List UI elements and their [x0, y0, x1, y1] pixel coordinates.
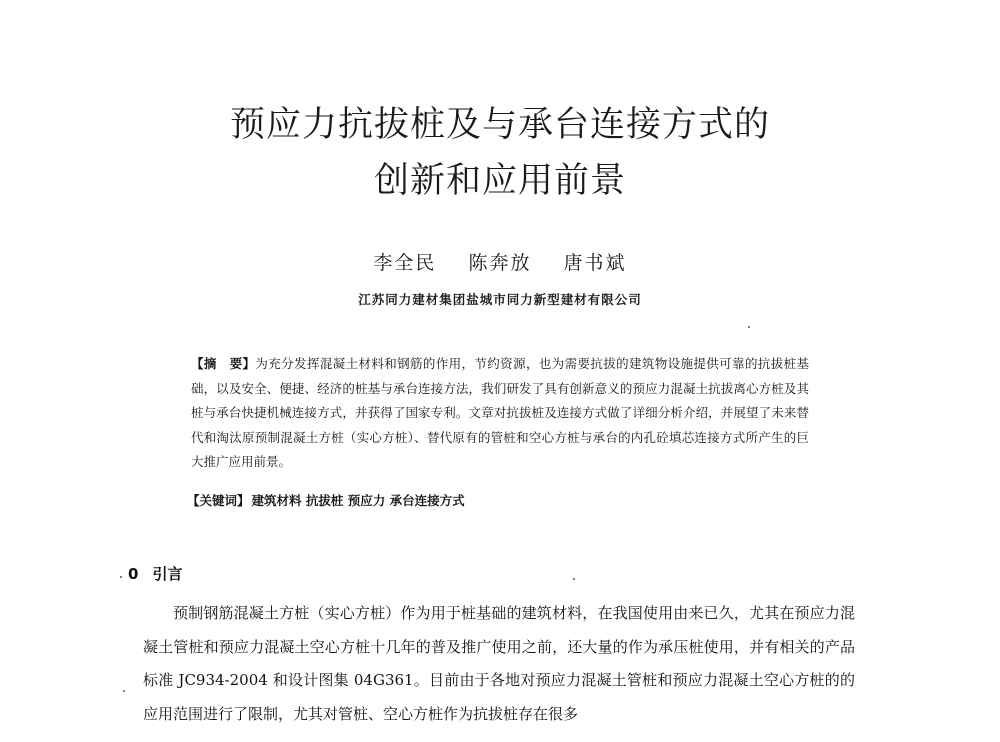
author-name: 陈奔放: [468, 252, 532, 274]
author-name: 唐书斌: [563, 252, 627, 274]
abstract-block: [191, 352, 809, 475]
keywords-block: [187, 491, 807, 509]
scan-speck: [573, 578, 575, 580]
paper-title-line-1: 预应力抗拔桩及与承台连接方式的: [229, 105, 770, 145]
keywords-label: 【关键词】: [187, 493, 250, 508]
author-list: [0, 248, 1000, 275]
scan-speck: [748, 326, 750, 328]
section-heading: [128, 563, 182, 584]
scan-speck: [120, 576, 122, 578]
keywords-text: 建筑材料 抗拔桩 预应力 承台连接方式: [251, 493, 465, 508]
section-title: 引言: [152, 565, 183, 583]
body-paragraph: 预制钢筋混凝土方桩（实心方桩）作为用于桩基础的建筑材料，在我国使用由来已久，尤其在预应力混凝土管桩和预应力混凝土空心方桩十几年的普及推广使用之前，还大量的作为承压桩使用，并有相关的产品标准 JC934-2004 和设计图集 04G361。目前由于各地对预应力混凝土管桩和预应力混凝土空心方桩的的应用范围进行了限制，尤其对管桩、空心方桩作为抗拔桩存在很多: [143, 604, 855, 723]
paper-title-line-2: 创新和应用前景: [373, 161, 626, 201]
section-number: 0: [128, 565, 139, 583]
author-name: 李全民: [373, 252, 437, 274]
scan-speck: [123, 690, 125, 692]
abstract-label: 【摘 要】: [191, 356, 256, 371]
body-text: [143, 597, 855, 731]
abstract-text: 为充分发挥混凝土材料和钢筋的作用，节约资源，也为需要抗拔的建筑物设施提供可靠的抗拔桩基础，以及安全、便捷、经济的桩基与承台连接方法，我们研发了具有创新意义的预应力混凝土抗拔离心方桩及其桩与承台快捷机械连接方式，并获得了国家专利。文章对抗拔桩及连接方式做了详细分析介绍，并展望了未来替代和淘汰原预制混凝土方桩（实心方桩）、替代原有的管桩和空心方桩与承台的内孔砼填芯连接方式所产生的巨大推广应用前景。: [191, 356, 809, 469]
author-affiliation: 江苏同力建材集团盐城市同力新型建材有限公司: [358, 292, 642, 307]
